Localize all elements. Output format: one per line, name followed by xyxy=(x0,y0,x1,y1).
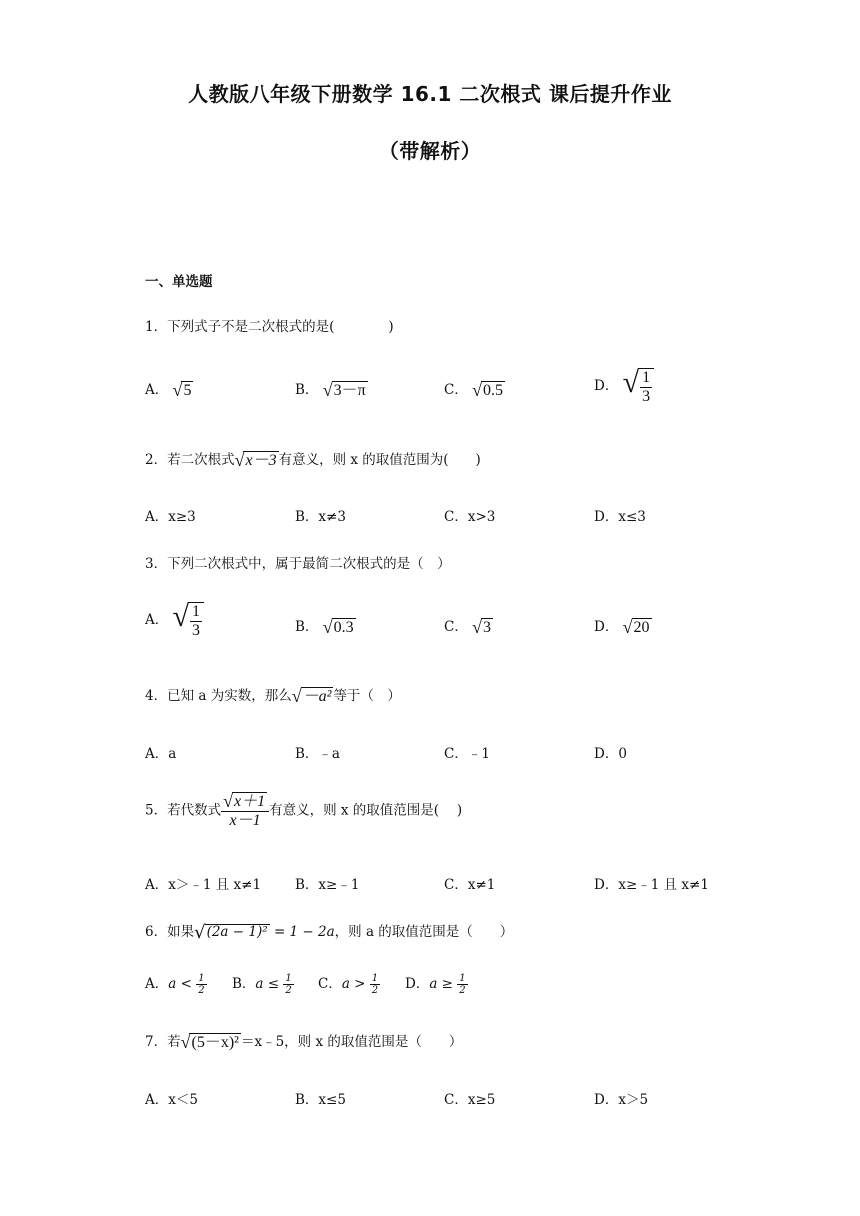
q4-option-c[interactable]: C．﹣1 xyxy=(444,746,490,762)
radical: √ －a² xyxy=(291,685,332,706)
q5-option-b[interactable]: B．x≥﹣1 xyxy=(295,877,360,893)
q5-option-a[interactable]: A．x＞﹣1 且 x≠1 xyxy=(145,877,262,893)
q1-option-c[interactable] xyxy=(444,378,505,400)
option-letter: B． xyxy=(295,382,319,398)
q3-option-b[interactable]: B． √ 0.3 xyxy=(295,616,354,637)
fraction-half: $\frac{1}{2}$ xyxy=(459,973,466,996)
question-2-stem: 2．若二次根式 √ x－3 有意义，则 x 的取值范围为( ) xyxy=(145,449,481,470)
q1-option-d[interactable] xyxy=(594,368,654,405)
q7-option-b[interactable]: B．x≤5 xyxy=(295,1092,346,1108)
option-letter: C． xyxy=(444,382,468,398)
radical: √ (2a − 1)² xyxy=(194,921,268,943)
q3-option-a[interactable]: A． √ $\frac{1}{3}$ xyxy=(145,602,204,639)
q2-option-b[interactable]: B．x≠3 xyxy=(295,509,346,525)
option-letter: D． xyxy=(594,378,619,395)
q2-option-a[interactable]: A．x≥3 xyxy=(145,509,196,525)
question-5-stem: 5．若代数式 √ x＋1 x－1 有意义，则 x 的取值范围是( ) xyxy=(145,791,463,830)
fraction: √ x＋1 x－1 xyxy=(221,792,269,830)
radical: √ (5－x)² xyxy=(180,1031,239,1052)
q6-option-b[interactable]: B．a ≤ $\frac{1}{2}$ xyxy=(232,973,292,996)
section-heading: 一、单选题 xyxy=(145,274,213,290)
radical: √ 3 xyxy=(472,616,492,637)
document-subtitle: （带解析） xyxy=(378,139,482,163)
q2-option-c[interactable]: C．x>3 xyxy=(444,509,496,525)
question-1-stem: 1．下列式子不是二次根式的是( ) xyxy=(145,319,394,335)
question-7-stem: 7．若 √ (5－x)² ＝x﹣5，则 x 的取值范围是（ ） xyxy=(145,1031,463,1052)
q7-option-d[interactable]: D．x＞5 xyxy=(594,1092,649,1108)
radical: √ 0.5 xyxy=(472,379,504,400)
q3-option-c[interactable]: C． √ 3 xyxy=(444,616,492,637)
q6-option-d[interactable]: D．a ≥ $\frac{1}{2}$ xyxy=(405,973,466,996)
radical-fraction: √ $\frac{1}{3}$ xyxy=(173,602,204,639)
q4-option-b[interactable]: B．﹣a xyxy=(295,746,340,762)
fraction-half: $\frac{1}{2}$ xyxy=(285,973,292,996)
radical: √ 20 xyxy=(622,616,650,637)
question-4-stem: 4．已知 a 为实数，那么 √ －a² 等于（ ） xyxy=(145,685,401,706)
q5-option-d[interactable]: D．x≥﹣1 且 x≠1 xyxy=(594,877,709,893)
fraction-half: $\frac{1}{2}$ xyxy=(198,973,205,996)
q7-option-c[interactable]: C．x≥5 xyxy=(444,1092,496,1108)
q4-option-d[interactable]: D．0 xyxy=(594,746,627,762)
q2-option-d[interactable]: D．x≤3 xyxy=(594,509,646,525)
q5-option-c[interactable]: C．x≠1 xyxy=(444,877,496,893)
radical-fraction: √ $\frac{1}{3}$ xyxy=(623,368,654,405)
q6-option-a[interactable]: A．a < $\frac{1}{2}$ xyxy=(145,973,205,996)
radical: √ x－3 xyxy=(234,449,277,470)
document-title: 人教版八年级下册数学 16.1 二次根式 课后提升作业 xyxy=(188,82,672,106)
radical: √ 0.3 xyxy=(322,616,354,637)
q1-option-b[interactable] xyxy=(295,378,368,400)
fraction-half: $\frac{1}{2}$ xyxy=(371,973,379,996)
question-3-stem: 3．下列二次根式中，属于最简二次根式的是（ ） xyxy=(145,556,451,572)
question-6-stem: 6．如果 √ (2a − 1)² = 1 − 2a，则 a 的取值范围是（ ） xyxy=(145,921,514,943)
q3-option-d[interactable]: D． √ 20 xyxy=(594,616,650,637)
q6-option-c[interactable]: C．a > $\frac{1}{2}$ xyxy=(318,973,379,996)
q1-option-a[interactable] xyxy=(145,378,193,400)
radical: √ 5 xyxy=(172,379,192,400)
radical: √ 3－π xyxy=(322,379,366,400)
q4-option-a[interactable]: A．a xyxy=(145,746,177,762)
option-letter: A． xyxy=(145,382,169,398)
q7-option-a[interactable]: A．x＜5 xyxy=(145,1092,198,1108)
